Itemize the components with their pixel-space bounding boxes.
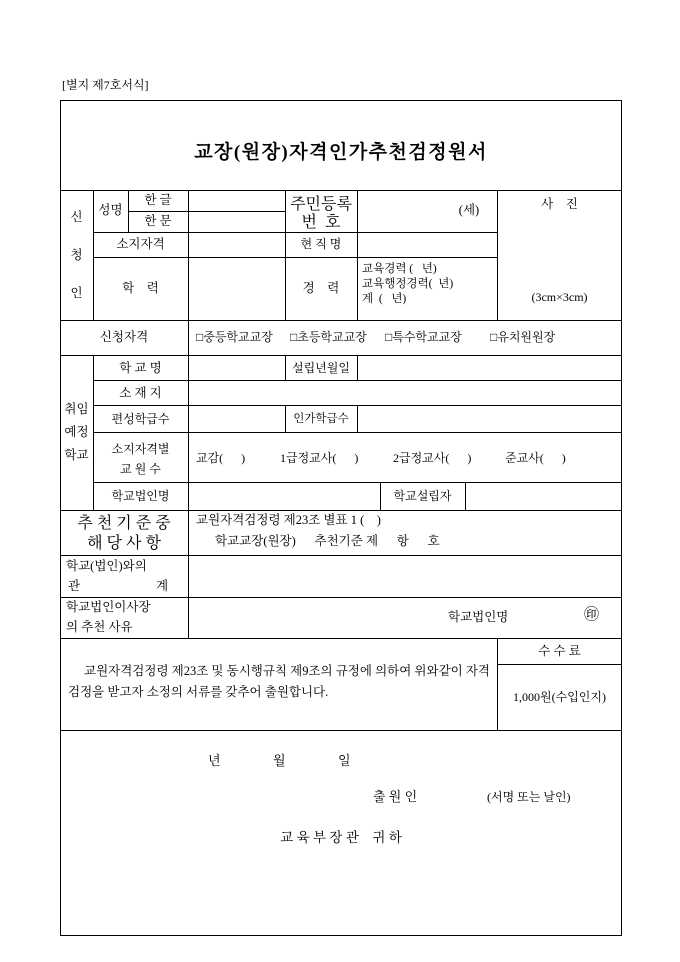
held-qualification-field[interactable] (189, 233, 285, 257)
name-label: 성명 (98, 203, 123, 217)
recommendation-reason-field[interactable] (189, 598, 439, 637)
form-title: 교장(원장)자격인가추천검정원서 (194, 142, 488, 163)
career-detail-line: 계 ( 년) (362, 293, 407, 305)
addressee: 교 육 부 장 관 귀 하 (280, 830, 402, 845)
declaration-body: 교원자격검정령 제23조 및 동시행규칙 제9조의 규정에 의하여 위와같이 자격검정을 받고자 소정의 서류를 갖추어 출원합니다. (68, 664, 491, 699)
age-note: (세) (458, 203, 480, 217)
name-hanja-label: 한 문 (144, 214, 172, 228)
founder-field[interactable] (466, 483, 621, 509)
grid-line (60, 638, 622, 639)
qualification-option-elementary-school[interactable] (290, 331, 367, 344)
career-detail-line: 교육행정경력( 년) (362, 278, 454, 290)
qualification-option-label: 초등학교교장 (297, 330, 367, 344)
current-position-field[interactable] (358, 233, 497, 257)
recommendation-label-line2: 의 추천 사유 (66, 620, 133, 634)
fee-label: 수 수 료 (538, 644, 581, 658)
qualification-section-label: 신청자격 (99, 330, 149, 344)
photo-label: 사 진 (541, 197, 578, 211)
corporation-name-label: 학교법인명 (111, 489, 170, 503)
school-section-label: 취임예정학교 (64, 402, 89, 462)
fee-value: 1,000원(수입인지) (513, 690, 606, 704)
grid-line (60, 320, 622, 321)
career-label: 경 력 (302, 281, 340, 295)
checkbox-unchecked-icon[interactable]: □ (385, 330, 393, 344)
organized-classes-label: 편성학급수 (111, 412, 170, 426)
current-position-label: 현 직 명 (300, 237, 342, 251)
approved-classes-label: 인가학급수 (293, 413, 349, 425)
grid-line (93, 432, 622, 433)
name-hanja-field[interactable] (189, 212, 285, 232)
qualification-option-middle-school[interactable] (196, 331, 273, 344)
name-hangul-field[interactable] (189, 191, 285, 211)
relationship-label-gye: 계 (156, 579, 169, 593)
teachers-by-qualification-label: 소지자격별 교 원 수 (111, 442, 170, 476)
signature-field[interactable] (430, 785, 620, 809)
resident-number-field[interactable] (358, 191, 443, 232)
grid-line (60, 730, 622, 731)
education-label: 학 력 (122, 281, 159, 295)
signature-note: (서명 또는 날인) (487, 790, 571, 804)
criteria-label: 추 천 기 준 중 해 당 사 항 (77, 515, 171, 552)
criteria-content-line2: 학교교장(원장) 추천기준 제 항 호 (215, 534, 440, 548)
qualification-option-kindergarten[interactable] (490, 331, 555, 344)
grid-line (93, 355, 94, 510)
qualification-option-label: 중등학교교장 (203, 330, 273, 344)
school-name-field[interactable] (189, 356, 284, 379)
form-reference: [별지 제7호서식] (62, 78, 149, 92)
career-detail-line: 교육경력 ( 년) (362, 263, 437, 275)
organized-classes-field[interactable] (189, 406, 284, 431)
qualification-option-label: 특수학교교장 (392, 330, 462, 344)
recommendation-label-line1: 학교법인이사장 (66, 600, 151, 614)
qualification-option-label: 유치원원장 (497, 330, 556, 344)
corporation-name-field[interactable] (189, 483, 379, 509)
address-label: 소 재 지 (119, 386, 162, 400)
teacher-count-assistant: 준교사( ) (505, 451, 566, 465)
approved-classes-field[interactable] (358, 406, 621, 431)
year-label: 년 (208, 753, 221, 768)
name-hangul-label: 한 글 (144, 193, 172, 207)
date-field[interactable] (150, 748, 400, 772)
relationship-field[interactable] (189, 556, 621, 596)
day-label: 일 (338, 753, 351, 768)
founded-date-field[interactable] (358, 356, 621, 379)
career-detail (362, 262, 453, 307)
checkbox-unchecked-icon[interactable]: □ (196, 330, 204, 344)
applicant-signature-label: 출 원 인 (373, 789, 418, 804)
seal-icon: ㊞ (584, 607, 600, 623)
school-name-label: 학 교 명 (119, 361, 162, 375)
grid-line (60, 510, 622, 511)
relationship-label-gwan: 관 (68, 579, 81, 593)
teacher-count-vice-principal: 교감( ) (196, 451, 246, 465)
relationship-label-line1: 학교(법인)와의 (66, 559, 147, 573)
photo-area[interactable] (498, 191, 622, 320)
teacher-count-grade2: 2급정교사( ) (393, 451, 472, 465)
applicant-section-label: 신청인 (70, 210, 83, 300)
recommendation-corporation-label: 학교법인명 (448, 610, 509, 624)
photo-size-note: (3cm×3cm) (531, 290, 588, 304)
founder-label: 학교설립자 (393, 489, 452, 503)
checkbox-unchecked-icon[interactable]: □ (490, 330, 498, 344)
criteria-content-line1: 교원자격검정령 제23조 별표 1 ( ) (196, 513, 381, 527)
teacher-count-grade1: 1급정교사( ) (280, 451, 359, 465)
month-label: 월 (273, 753, 286, 768)
resident-number-label: 주민등록 번 호 (290, 196, 352, 231)
address-field[interactable] (189, 381, 621, 404)
qualification-option-special-school[interactable] (385, 331, 462, 344)
held-qualification-label: 소지자격 (116, 237, 165, 251)
grid-line (497, 664, 622, 665)
education-field[interactable] (189, 258, 285, 320)
founded-date-label: 설립년월일 (292, 361, 350, 375)
checkbox-unchecked-icon[interactable]: □ (290, 330, 298, 344)
grid-line (93, 257, 497, 258)
